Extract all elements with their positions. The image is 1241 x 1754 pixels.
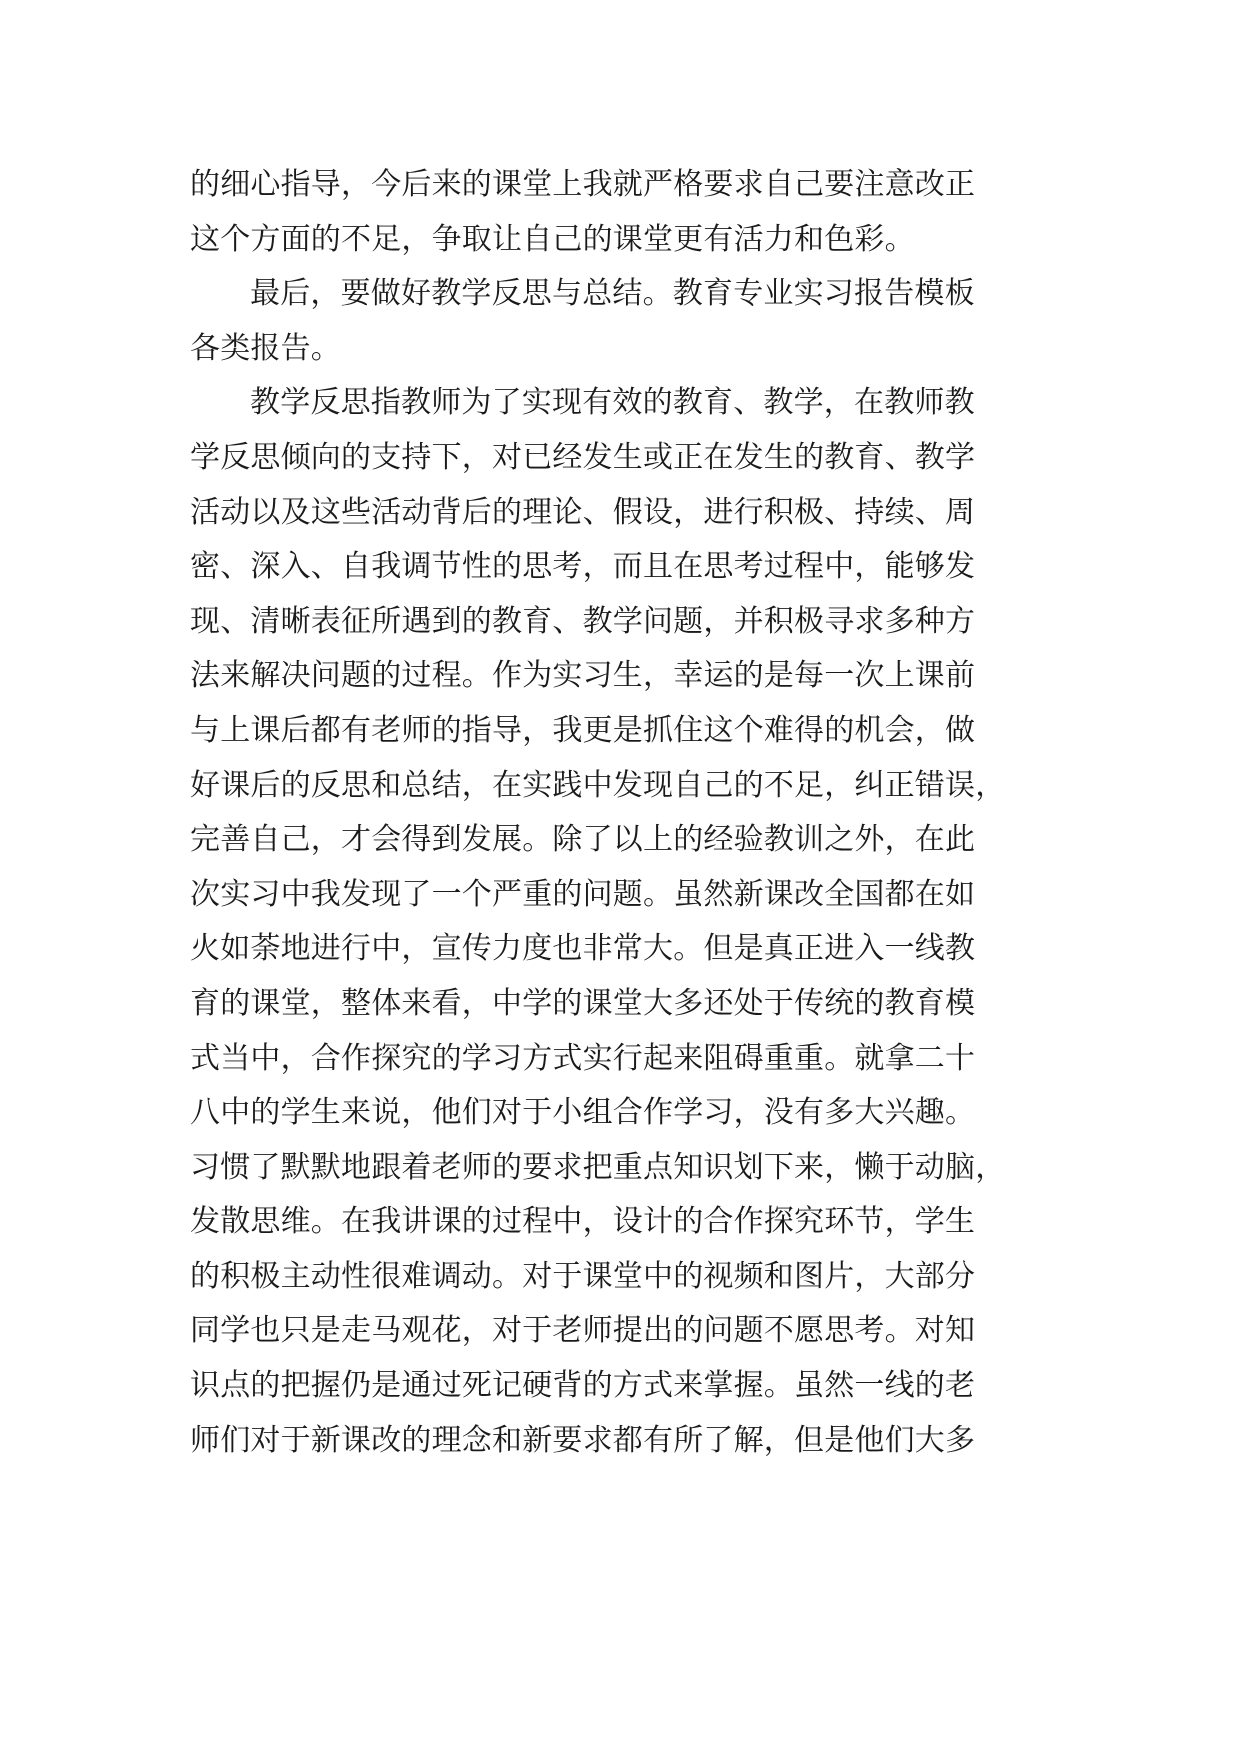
text-line: 识点的把握仍是通过死记硬背的方式来掌握。虽然一线的老: [190, 1368, 976, 1404]
text-line: 同学也只是走马观花，对于老师提出的问题不愿思考。对知: [190, 1313, 976, 1349]
text-line: 最后，要做好教学反思与总结。教育专业实习报告模板: [250, 276, 975, 312]
text-line: 活动以及这些活动背后的理论、假设，进行积极、持续、周: [190, 494, 976, 530]
text-line: 的细心指导，今后来的课堂上我就严格要求自己要注意改正: [190, 167, 976, 202]
text-line: 次实习中我发现了一个严重的问题。虽然新课改全国都在如: [190, 876, 976, 912]
text-line: 法来解决问题的过程。作为实习生，幸运的是每一次上课前: [190, 658, 976, 694]
text-line: 密、深入、自我调节性的思考，而且在思考过程中，能够发: [190, 549, 976, 585]
text-line: 好课后的反思和总结，在实践中发现自己的不足，纠正错误，: [190, 767, 1006, 803]
text-line: 式当中，合作探究的学习方式实行起来阻碍重重。就拿二十: [190, 1040, 976, 1076]
text-line: 火如荼地进行中，宣传力度也非常大。但是真正进入一线教: [190, 931, 976, 967]
text-line: 育的课堂，整体来看，中学的课堂大多还处于传统的教育模: [190, 985, 976, 1021]
text-line: 各类报告。: [190, 330, 341, 366]
text-line: 现、清晰表征所遇到的教育、教学问题，并积极寻求多种方: [190, 603, 976, 639]
text-line: 习惯了默默地跟着老师的要求把重点知识划下来，懒于动脑，: [190, 1149, 1006, 1185]
text-line: 的积极主动性很难调动。对于课堂中的视频和图片，大部分: [190, 1258, 976, 1294]
text-line: 学反思倾向的支持下，对已经发生或正在发生的教育、教学: [190, 439, 976, 475]
text-line: 八中的学生来说，他们对于小组合作学习，没有多大兴趣。: [190, 1095, 976, 1131]
text-line: 教学反思指教师为了实现有效的教育、教学，在教师教: [250, 385, 975, 421]
text-line: 完善自己，才会得到发展。除了以上的经验教训之外，在此: [190, 822, 976, 858]
text-line: 与上课后都有老师的指导，我更是抓住这个难得的机会，做: [190, 712, 976, 748]
text-line: 这个方面的不足，争取让自己的课堂更有活力和色彩。: [190, 221, 915, 257]
body-text: [190, 158, 1060, 1468]
text-line: 发散思维。在我讲课的过程中，设计的合作探究环节，学生: [190, 1204, 976, 1240]
text-line: 师们对于新课改的理念和新要求都有所了解，但是他们大多: [190, 1422, 976, 1458]
